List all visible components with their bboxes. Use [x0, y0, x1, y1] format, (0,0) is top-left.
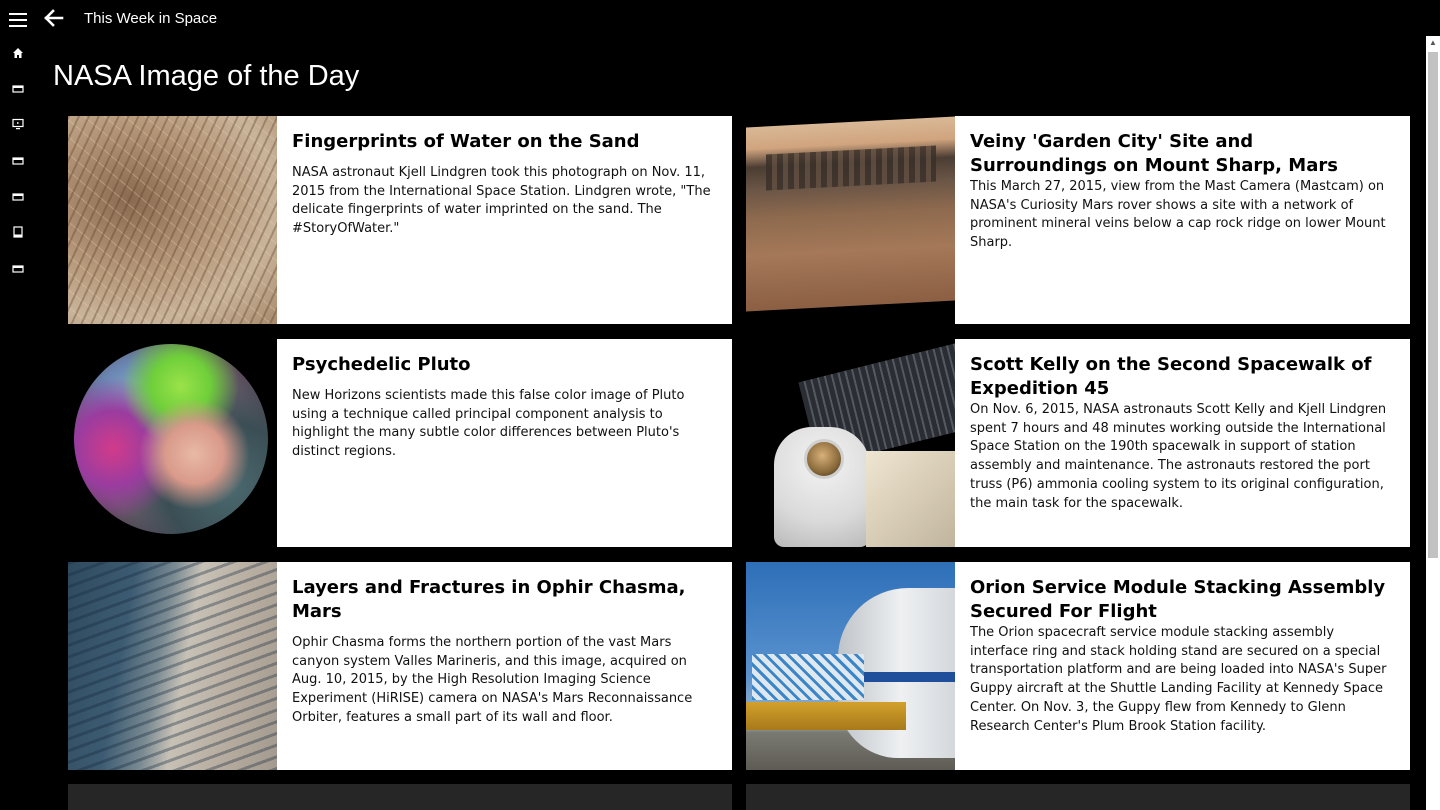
nav-live-tv-button[interactable]	[6, 113, 30, 135]
card-description: NASA astronaut Kjell Lindgren took this photograph on Nov. 11, 2015 from the International Space Station. Lindgren wrote, "The delicate fingerprints of water imprinted on the sand. The #StoryOfWater."	[292, 165, 711, 237]
vertical-scrollbar[interactable]	[1426, 36, 1440, 810]
card-thumbnail	[746, 116, 955, 324]
app-title: This Week in Space	[84, 10, 218, 27]
card-thumbnail	[746, 339, 955, 547]
image-card-fingerprints-of-water[interactable]	[68, 116, 732, 324]
card-title: Veiny 'Garden City' Site and Surroundings on Mount Sharp, Mars	[970, 131, 1338, 176]
card-thumbnail	[68, 116, 277, 324]
page-title: NASA Image of the Day	[53, 60, 360, 92]
card-description: On Nov. 6, 2015, NASA astronauts Scott Kelly and Kjell Lindgren spent 7 hours and 48 minutes working outside the International Space Station on the 190th spacewalk in support of station assembly and maintenance. The astronauts restored the port truss (P6) ammonia cooling system to its original configuration, the main task for the spacewalk.	[970, 402, 1387, 511]
scroll-up-arrow-icon[interactable]: ▲	[1429, 38, 1437, 47]
left-nav-rail	[0, 0, 36, 810]
image-card-orion-service-module[interactable]	[746, 562, 1410, 770]
image-card-scott-kelly-spacewalk[interactable]	[746, 339, 1410, 547]
hamburger-icon-bar	[9, 25, 27, 27]
aircraft-stripe	[850, 672, 955, 682]
image-card-next-row-right[interactable]	[746, 784, 1410, 810]
monitor-icon	[12, 118, 24, 130]
stacking-assembly-frame	[752, 654, 864, 700]
hamburger-icon-bar	[9, 19, 27, 21]
card-title: Psychedelic Pluto	[292, 354, 471, 375]
film-icon	[12, 263, 24, 275]
nav-images-button[interactable]	[6, 221, 30, 243]
card-title: Scott Kelly on the Second Spacewalk of Expedition 45	[970, 354, 1372, 399]
card-description: New Horizons scientists made this false color image of Pluto using a technique called principal component analysis to highlight the many subtle color differences between Pluto's distinct regions.	[292, 388, 685, 460]
card-title: Fingerprints of Water on the Sand	[292, 131, 640, 152]
card-thumbnail	[68, 562, 277, 770]
back-arrow-icon	[42, 6, 66, 30]
card-thumbnail	[68, 339, 277, 547]
nav-videos-button[interactable]	[6, 78, 30, 100]
nav-episodes-button[interactable]	[6, 186, 30, 208]
tablet-icon	[12, 226, 24, 238]
scrollbar-thumb[interactable]	[1428, 52, 1438, 558]
hamburger-menu-button[interactable]	[6, 9, 30, 31]
image-card-psychedelic-pluto[interactable]	[68, 339, 732, 547]
back-button[interactable]	[42, 6, 66, 30]
hamburger-icon	[9, 13, 27, 15]
film-icon	[12, 155, 24, 167]
transport-platform	[746, 702, 906, 730]
nav-more-button[interactable]	[6, 258, 30, 280]
image-card-next-row-left[interactable]	[68, 784, 732, 810]
card-description: This March 27, 2015, view from the Mast Camera (Mastcam) on NASA's Curiosity Mars rover shows a site with a network of prominent mineral veins below a cap rock ridge on lower Mount Sharp.	[970, 179, 1386, 251]
card-thumbnail	[746, 562, 955, 770]
home-icon	[12, 47, 24, 59]
astronaut-helmet-visor	[804, 439, 844, 479]
card-title: Orion Service Module Stacking Assembly Secured For Flight	[970, 577, 1386, 622]
nav-series-button[interactable]	[6, 150, 30, 172]
card-description: Ophir Chasma forms the northern portion of the vast Mars canyon system Valles Marineris, and this image, acquired on Aug. 10, 2015, by the High Resolution Imaging Science Experiment (HiRISE) camera on NASA's Mars Reconnaissance Orbiter, features a small part of its wall and floor.	[292, 635, 693, 725]
film-icon	[12, 83, 24, 95]
nav-home-button[interactable]	[6, 42, 30, 64]
image-card-garden-city-mars[interactable]	[746, 116, 1410, 324]
film-icon	[12, 191, 24, 203]
card-title: Layers and Fractures in Ophir Chasma, Mars	[292, 577, 686, 622]
image-card-ophir-chasma[interactable]	[68, 562, 732, 770]
station-equipment	[866, 451, 955, 547]
pluto-false-color-photo	[74, 344, 268, 534]
card-description: The Orion spacecraft service module stacking assembly interface ring and stack holding stand are secured on a special transportation platform and are being loaded into NASA's Super Guppy aircraft at the Shuttle Landing Facility at Kennedy Space Center. On Nov. 3, the Guppy flew from Kennedy to Glenn Research Center's Plum Brook Station facility.	[970, 625, 1387, 734]
